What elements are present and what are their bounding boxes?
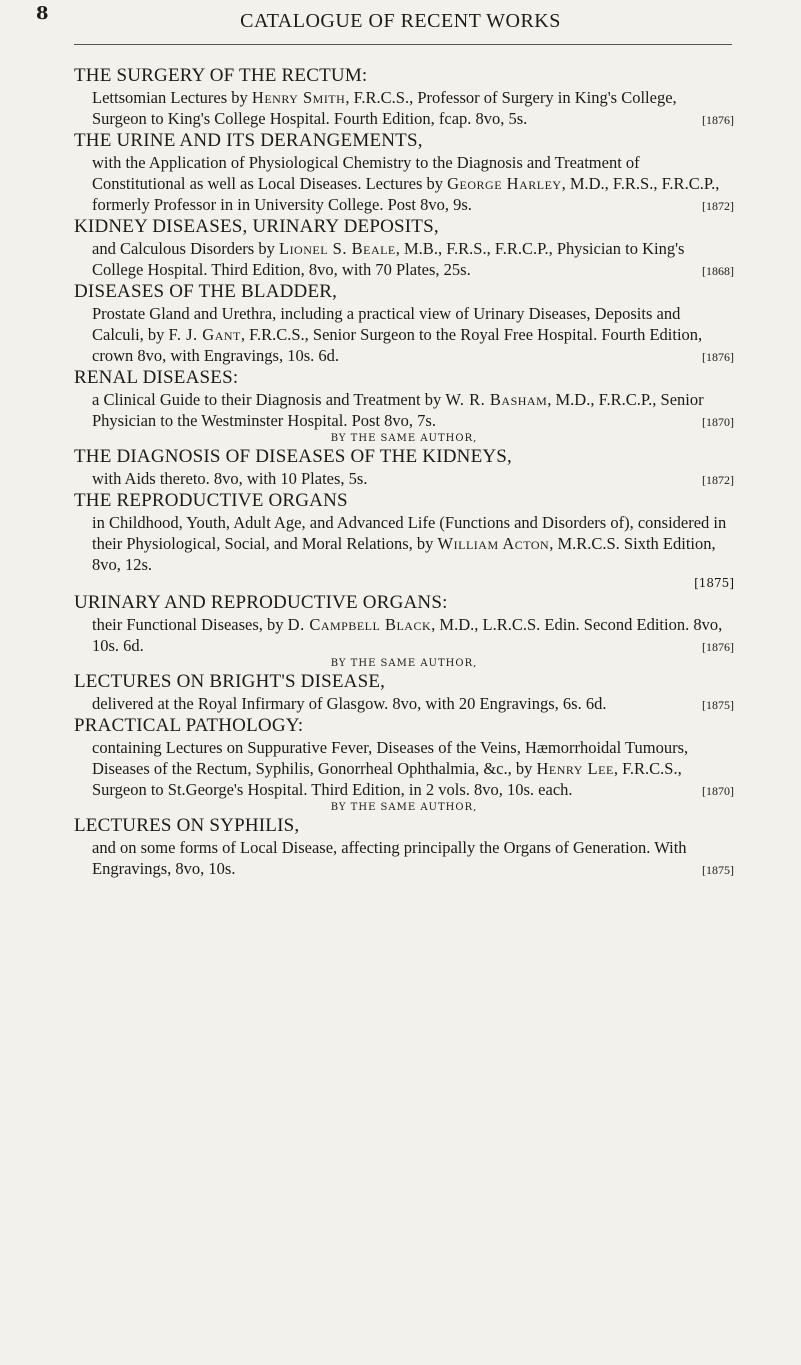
entry-title: LECTURES ON BRIGHT'S DISEASE, (74, 671, 386, 692)
description-text: with the Application of Physiological Chemistry to the Diagnosis and Treatment of Constitutional as well as Local Diseases. Lectures by (92, 153, 640, 193)
publication-year: [1876] (702, 113, 734, 127)
author-note: BY THE SAME AUTHOR, (330, 433, 478, 444)
description-text: a Clinical Guide to their Diagnosis and Treatment by (92, 390, 446, 409)
description-text: , F.R.C.S., Professor of Surgery in King's College, Surgeon to King's College Hospital. Fourth Edition, fcap. 8vo, 5s. (92, 88, 677, 128)
publication-year: [1872] (702, 199, 734, 213)
entry-title: LECTURES ON SYPHILIS, (74, 815, 300, 836)
catalogue-entry (74, 129, 734, 215)
entry-title: THE REPRODUCTIVE ORGANS (74, 490, 348, 511)
description-text: and on some forms of Local Disease, affecting principally the Organs of Generation. With Engravings, 8vo, 10s. (92, 838, 687, 878)
description-text: , M.D., F.R.C.P., Senior Physician to the Westminster Hospital. Post 8vo, 7s. (92, 390, 704, 430)
description-text: Lettsomian Lectures by (92, 88, 252, 107)
entry-description (92, 152, 734, 215)
catalogue-entry (74, 802, 734, 879)
description-text: , F.R.C.S., Surgeon to St.George's Hospital. Third Edition, in 2 vols. 8vo, 10s. each. (92, 759, 682, 799)
catalogue-entry (74, 658, 734, 714)
catalogue-entry (74, 591, 734, 656)
description-text: and Calculous Disorders by (92, 239, 279, 258)
entry-title: THE SURGERY OF THE RECTUM: (74, 65, 368, 86)
entry-title: KIDNEY DISEASES, URINARY DEPOSITS, (74, 216, 439, 237)
entry-description (92, 737, 734, 800)
author-note: BY THE SAME AUTHOR, (330, 658, 478, 669)
description-text: containing Lectures on Suppurative Fever, Diseases of the Veins, Hæmorrhoidal Tumours, Diseases of the Rectum, Syphilis, Gonorrheal Ophthalmia, &c., by (92, 738, 689, 778)
description-text: Prostate Gland and Urethra, including a practical view of Urinary Diseases, Deposits and Calculi, by (92, 304, 681, 344)
entry-title: PRACTICAL PATHOLOGY: (74, 715, 304, 736)
entry-description (92, 303, 734, 366)
description-text: delivered at the Royal Infirmary of Glasgow. 8vo, with 20 Engravings, 6s. 6d. (92, 694, 607, 713)
description-text: , F.R.C.S., Senior Surgeon to the Royal Free Hospital. Fourth Edition, crown 8vo, with Engravings, 10s. 6d. (92, 325, 703, 365)
publication-year: [1876] (702, 350, 734, 364)
catalogue-entry (74, 433, 734, 489)
author-name: Henry Lee (536, 759, 614, 778)
publication-year: [1870] (702, 415, 734, 429)
entry-description (92, 389, 734, 431)
entry-title: DISEASES OF THE BLADDER, (74, 281, 338, 302)
entry-description (92, 614, 734, 656)
entry-title: RENAL DISEASES: (74, 367, 239, 388)
author-name: D. Campbell Black (287, 615, 432, 634)
publication-year: [1872] (702, 473, 734, 487)
author-name: George Harley (447, 174, 562, 193)
description-text: in Childhood, Youth, Adult Age, and Advanced Life (Functions and Disorders of), considered in their Physiological, Social, and Moral Relations, by (92, 513, 727, 553)
catalogue-entry (74, 280, 734, 366)
author-name: Lionel S. Beale (278, 239, 396, 258)
description-text: , M.R.C.S. Sixth Edition, 8vo, 12s. (92, 534, 716, 574)
catalogue-entry (74, 714, 734, 800)
description-text: , M.D., F.R.S., F.R.C.P., formerly Professor in in University College. Post 8vo, 9s. (92, 174, 720, 214)
catalogue-entry (74, 366, 734, 431)
author-name: W. R. Basham (445, 390, 548, 409)
publication-year: [1875] (694, 576, 734, 590)
description-text: , M.D., L.R.C.S. Edin. Second Edition. 8vo, 10s. 6d. (92, 615, 723, 655)
author-name: William Acton (437, 534, 550, 553)
catalogue-entry (74, 64, 734, 129)
author-name: F. J. Gant (168, 325, 241, 344)
header-rule (74, 44, 732, 45)
entry-description (92, 87, 734, 129)
author-note: BY THE SAME AUTHOR, (330, 802, 478, 813)
entry-title: URINARY AND REPRODUCTIVE ORGANS: (74, 592, 448, 613)
entry-title: THE URINE AND ITS DERANGEMENTS, (74, 130, 423, 151)
publication-year: [1870] (702, 784, 734, 798)
running-head: CATALOGUE OF RECENT WORKS (240, 10, 561, 32)
entry-description (92, 468, 734, 489)
description-text: with Aids thereto. 8vo, with 10 Plates, 5s. (92, 469, 368, 488)
author-name: Henry Smith (251, 88, 346, 107)
publication-year: [1868] (702, 264, 734, 278)
publication-year: [1875] (702, 698, 734, 712)
description-text: their Functional Diseases, by (92, 615, 288, 634)
entry-description (92, 837, 734, 879)
entry-description (92, 238, 734, 280)
catalogue-entry (74, 215, 734, 280)
description-text: , M.B., F.R.S., F.R.C.P., Physician to King's College Hospital. Third Edition, 8vo, with 70 Plates, 25s. (92, 239, 685, 279)
catalogue-entries (74, 64, 734, 881)
publication-year: [1875] (702, 863, 734, 877)
entry-description (92, 693, 734, 714)
entry-description (92, 512, 734, 575)
entry-title: THE DIAGNOSIS OF DISEASES OF THE KIDNEYS, (74, 446, 513, 467)
catalogue-entry (74, 489, 734, 591)
page-number: 8 (36, 3, 49, 24)
publication-year: [1876] (702, 640, 734, 654)
